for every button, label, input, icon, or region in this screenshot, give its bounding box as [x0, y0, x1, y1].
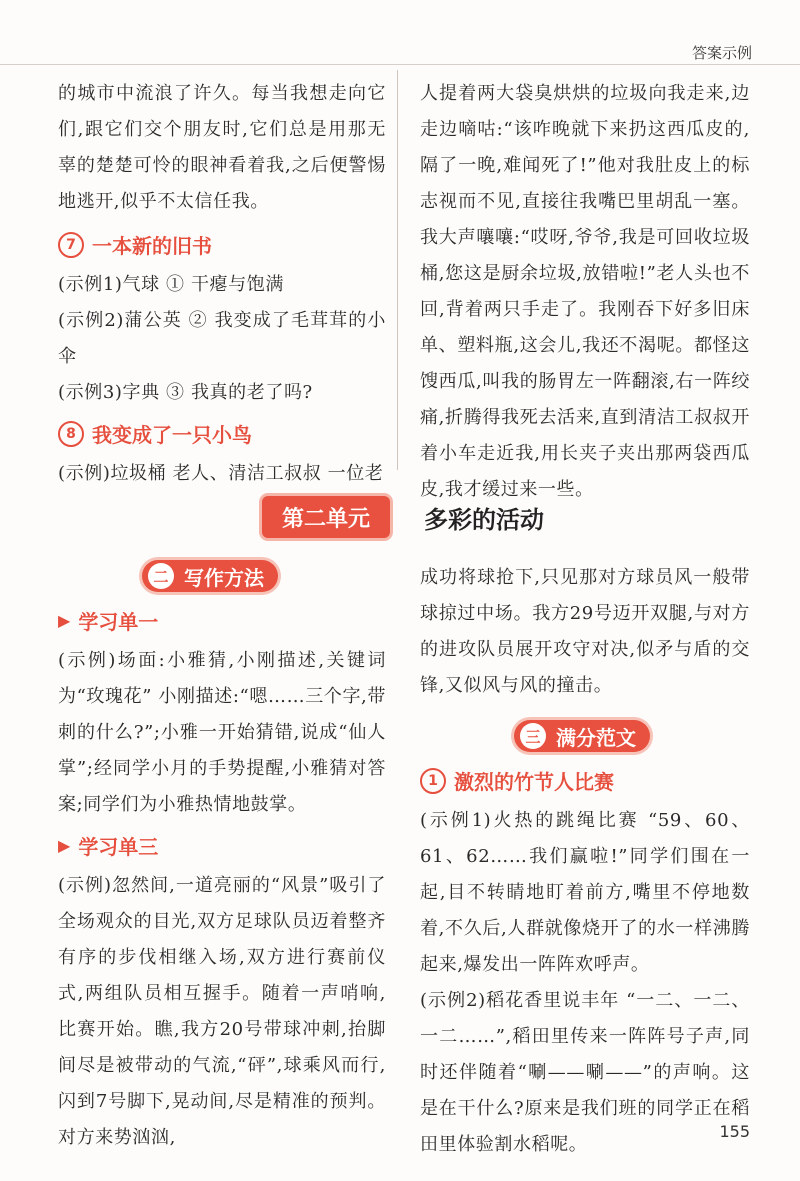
study-sheet-3-heading	[58, 831, 386, 860]
top-left-column	[58, 76, 386, 492]
section-number: 7	[58, 232, 84, 258]
study-sheet-title: 学习单一	[78, 610, 159, 634]
section-title: 激烈的竹节人比赛	[454, 770, 614, 794]
study-sheet-1-heading	[58, 606, 386, 635]
model-essay-pill	[514, 720, 650, 752]
pill-label: 写作方法	[184, 565, 264, 590]
example-3: (示例3)字典 ③ 我真的老了吗?	[58, 382, 313, 403]
unit-banner	[0, 496, 800, 540]
bottom-right-column	[420, 560, 750, 1163]
pill-label: 满分范文	[556, 725, 636, 750]
column-divider	[397, 70, 398, 470]
study-sheet-title: 学习单三	[78, 835, 159, 859]
header-divider	[0, 64, 800, 65]
arrow-icon: ▶	[58, 836, 71, 855]
section-number: 8	[58, 421, 84, 447]
section-1-heading	[420, 766, 750, 795]
section-header: 答案示例	[691, 44, 752, 62]
writing-method-pill-wrap	[58, 560, 386, 592]
arrow-icon: ▶	[58, 611, 71, 630]
example-1: (示例1)火热的跳绳比赛 “59、60、61、62……我们赢啦!”同学们围在一起,目不转睛地盯着前方,嘴里不停地数着,不久后,人群就像烧开了的水一样沸腾起来,爆发出一阵阵欢呼声。	[420, 810, 750, 975]
paragraph-continuation: 成功将球抢下,只见那对方球员风一般带球掠过中场。我方29号迈开双腿,与对方的进攻队员展开攻守对决,似矛与盾的交锋,又似风与风的撞击。	[420, 567, 750, 696]
bottom-left-column	[58, 560, 386, 1156]
example-1: (示例1)气球 ① 干瘪与饱满	[58, 274, 284, 295]
paragraph-intro: 的城市中流浪了许久。每当我想走向它们,跟它们交个朋友时,它们总是用那无辜的楚楚可怜的眼神看着我,之后便警惕地逃开,似乎不太信任我。	[58, 83, 386, 212]
unit-badge: 第二单元	[262, 496, 390, 538]
section-number: 1	[420, 768, 446, 794]
study-sheet-3-text: (示例)忽然间,一道亮丽的“风景”吸引了全场观众的目光,双方足球队员迈着整齐有序的步伐相继入场,双方进行赛前仪式,两组队员相互握手。随着一声哨响,比赛开始。瞧,我方20号带球冲刺,抬脚间尽是被带动的气流,“砰”,球乘风而行,闪到7号脚下,晃动间,尽是精准的预判。对方来势汹汹,	[58, 875, 386, 1148]
example-2: (示例2)稻花香里说丰年 “一二、一二、一二……”,稻田里传来一阵阵号子声,同时还伴随着“唰——唰——”的声响。这是在干什么?原来是我们班的同学正在稻田里体验割水稻呢。	[420, 990, 750, 1155]
paragraph-continuation: 人提着两大袋臭烘烘的垃圾向我走来,边走边嘀咕:“该咋晚就下来扔这西瓜皮的,隔了一晚,难闻死了!”他对我肚皮上的标志视而不见,直接往我嘴巴里胡乱一塞。我大声嚷嚷:“哎呀,爷爷,我是可回收垃圾桶,您这是厨余垃圾,放错啦!”老人头也不回,背着两只手走了。我刚吞下好多旧床单、塑料瓶,这会儿,我还不渴呢。都怪这馊西瓜,叫我的肠胃左一阵翻滚,右一阵绞痛,折腾得我死去活来,直到清洁工叔叔开着小车走近我,用长夹子夹出那两袋西瓜皮,我才缓过来一些。	[420, 83, 750, 500]
model-essay-pill-wrap	[420, 720, 750, 752]
study-sheet-1-text: (示例)场面:小雅猜,小刚描述,关键词为“玫瑰花” 小刚描述:“嗯……三个字,带刺的什么?”;小雅一开始猜错,说成“仙人掌”;经同学小月的手势提醒,小雅猜对答案;同学们为小雅热情地鼓掌。	[58, 650, 386, 815]
unit-title: 多彩的活动	[424, 506, 544, 534]
writing-method-pill	[142, 560, 278, 592]
section-8-heading	[58, 419, 386, 448]
top-right-column	[420, 76, 750, 508]
pill-number: 二	[148, 563, 174, 589]
example-2: (示例2)蒲公英 ② 我变成了毛茸茸的小伞	[58, 310, 386, 367]
pill-number: 三	[520, 723, 546, 749]
section-title: 一本新的旧书	[92, 234, 212, 258]
page-number: 155	[719, 1122, 750, 1141]
section-title: 我变成了一只小鸟	[92, 423, 252, 447]
section-7-heading	[58, 230, 386, 259]
example-8: (示例)垃圾桶 老人、清洁工叔叔 一位老	[58, 463, 384, 484]
